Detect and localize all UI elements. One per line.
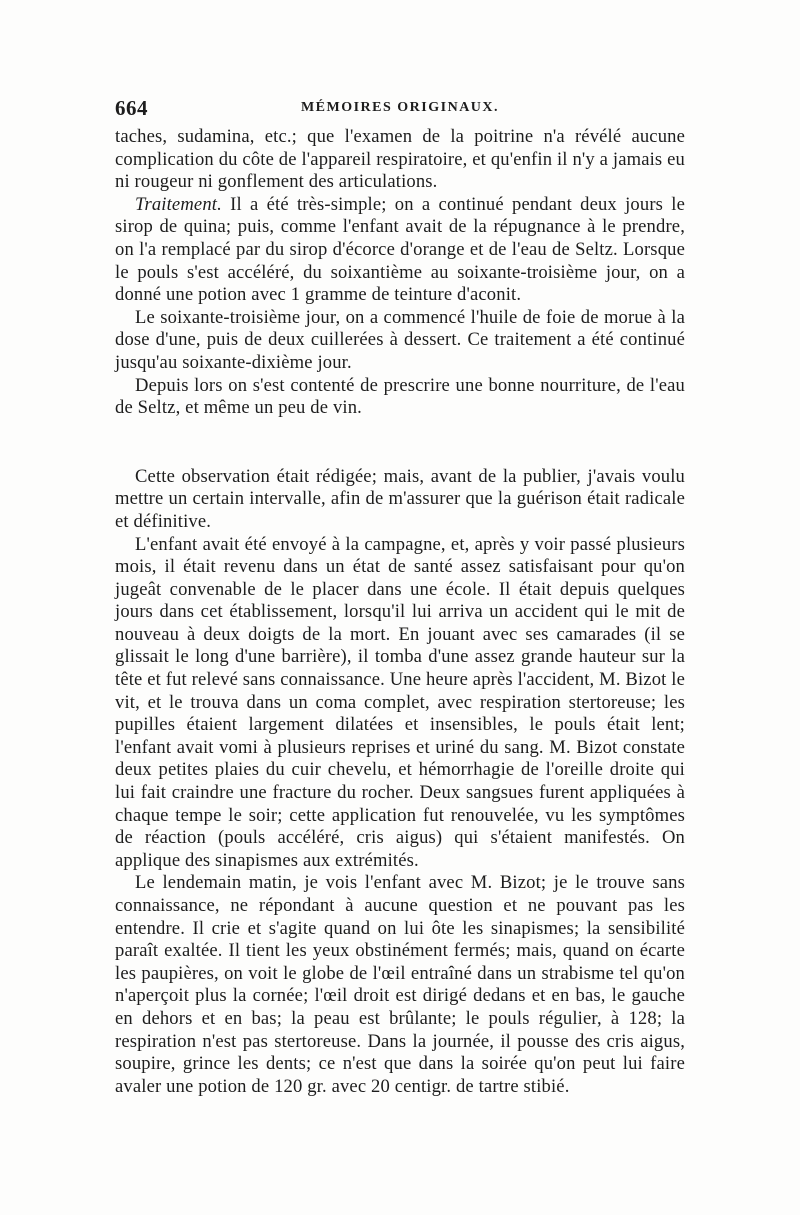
treatment-text: Il a été très-simple; on a continué pendant deux jours le sirop de quina; puis, comme l'enfant avait de la répugnance à le prendre, on l'a remplacé par du sirop d'écorce d'orange et de l'eau de Seltz. Lorsque le pouls s'est accéléré, du soixantième au soixante-troisième jour, on a donné une potion avec 1 gramme de teinture d'aconit. — [115, 193, 685, 306]
section-break — [115, 420, 685, 466]
paragraph-observation: Cette observation était rédigée; mais, avant de la publier, j'avais voulu mettre un certain intervalle, afin de m'assurer que la guérison était radicale et définitive. — [115, 465, 685, 532]
paragraph-continuation: taches, sudamina, etc.; que l'examen de la poitrine n'a révélé aucune complication du côte de l'appareil respiratoire, et qu'enfin il n'y a jamais eu ni rougeur ni gonflement des articulations. — [115, 126, 685, 193]
paragraph-diet: Depuis lors on s'est contenté de prescrire une bonne nourriture, de l'eau de Seltz, et même un peu de vin. — [115, 374, 685, 419]
paragraph-next-morning: Le lendemain matin, je vois l'enfant avec M. Bizot; je le trouve sans connaissance, ne répondant à aucune question et ne pouvant pas les entendre. Il crie et s'agite quand on lui ôte les sinapismes; la sensibilité paraît exaltée. Il tient les yeux obstinément fermés; mais, quand on écarte les paupières, on voit le globe de l'œil entraîné dans un strabisme tel qu'on n'aperçoit plus la cornée; l'œil droit est dirigé dedans et en bas, le gauche en dehors et en bas; la peau est brûlante; le pouls régulier, à 128; la respiration n'est pas stertoreuse. Dans la journée, il pousse des cris aigus, soupire, grince les dents; ce n'est que dans la soirée qu'on peut lui faire avaler une potion de 120 gr. avec 20 centigr. de tartre stibié. — [115, 872, 685, 1097]
paragraph-accident: L'enfant avait été envoyé à la campagne, et, après y voir passé plusieurs mois, il était revenu dans un état de santé assez satisfaisant pour qu'on jugeât convenable de le placer dans une école. Il était depuis quelques jours dans cet établissement, lorsqu'il lui arriva un accident qui le mit de nouveau à deux doigts de la mort. En jouant avec ses camarades (il se glissait le long d'une barrière), il tomba d'une assez grande hauteur sur la tête et fut relevé sans connaissance. Une heure après l'accident, M. Bizot le vit, et le trouva dans un coma complet, avec respiration stertoreuse; les pupilles étaient largement dilatées et insensibles, le pouls était lent; l'enfant avait vomi à plusieurs reprises et uriné du sang. M. Bizot constate deux petites plaies du cuir chevelu, et hémorrhagie de l'oreille droite qui lui fait craindre une fracture du rocher. Deux sangsues furent appliquées à chaque tempe le soir; cette application fut renouvelée, vu les symptômes de réaction (pouls accéléré, cris aigus) qui s'étaient manifestés. On applique des sinapismes aux extrémités. — [115, 533, 685, 871]
page-number: 664 — [115, 96, 148, 120]
page-header — [115, 96, 685, 126]
book-page — [115, 96, 685, 1098]
treatment-heading: Traitement. — [135, 193, 222, 215]
paragraph-cod-liver-oil: Le soixante-troisième jour, on a commencé l'huile de foie de morue à la dose d'une, puis de deux cuillerées à dessert. Ce traitement a été continué jusqu'au soixante-dixième jour. — [115, 306, 685, 373]
running-title: MÉMOIRES ORIGINAUX. — [300, 100, 500, 115]
paragraph-treatment — [115, 194, 685, 307]
